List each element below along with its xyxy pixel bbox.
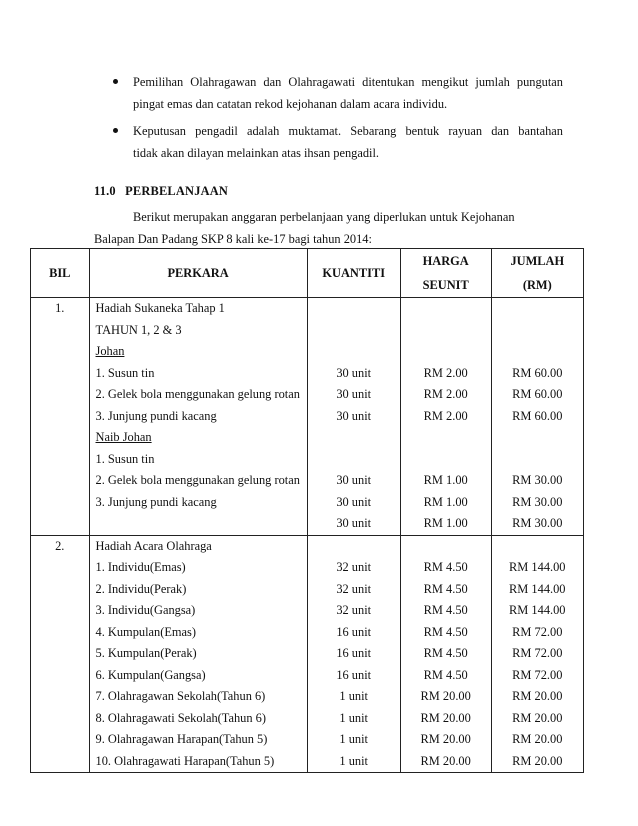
cell-bil [31,513,90,535]
cell-harga [400,320,491,342]
bullet-text-line: tidak akan dilayan melainkan atas ihsan pengadil. [133,146,380,160]
cell-harga: RM 20.00 [400,729,491,751]
cell-jumlah: RM 144.00 [491,600,583,622]
table-row [31,513,584,535]
cell-bil [31,708,90,730]
table-row [31,427,584,449]
cell-kuantiti: 16 unit [307,622,400,644]
cell-bil [31,622,90,644]
header-jumlah-line1: JUMLAH [510,254,565,268]
table-row [31,643,584,665]
cell-jumlah: RM 144.00 [491,557,583,579]
cell-bil [31,579,90,601]
cell-harga [400,427,491,449]
cell-bil [31,492,90,514]
cell-kuantiti: 32 unit [307,579,400,601]
criteria-bullet-list [113,71,563,169]
table-row [31,384,584,406]
cell-jumlah: RM 20.00 [491,751,583,773]
cell-kuantiti [307,427,400,449]
cell-harga: RM 4.50 [400,643,491,665]
header-bil: BIL [31,249,90,298]
table-row [31,535,584,557]
cell-bil [31,643,90,665]
cell-jumlah: RM 72.00 [491,665,583,687]
header-jumlah-line2: (RM) [522,278,552,292]
cell-harga [400,535,491,557]
cell-harga: RM 1.00 [400,492,491,514]
cell-perkara: 1. Susun tin [89,449,307,471]
table-row [31,686,584,708]
cell-perkara: 9. Olahragawan Harapan(Tahun 5) [89,729,307,751]
cell-bil [31,341,90,363]
cell-perkara: 2. Gelek bola menggunakan gelung rotan [89,384,307,406]
table-row [31,600,584,622]
cell-jumlah: RM 20.00 [491,686,583,708]
bullet-text-line: pingat emas dan catatan rekod kejohanan dalam acara individu. [133,97,448,111]
table-row [31,363,584,385]
table-row [31,579,584,601]
table-row [31,557,584,579]
cell-jumlah: RM 60.00 [491,384,583,406]
cell-kuantiti: 30 unit [307,513,400,535]
cell-kuantiti: 1 unit [307,708,400,730]
cell-bil [31,320,90,342]
cell-bil: 2. [31,535,90,557]
cell-bil [31,751,90,773]
cell-jumlah [491,298,583,320]
cell-jumlah: RM 30.00 [491,470,583,492]
cell-jumlah [491,341,583,363]
cell-harga: RM 2.00 [400,406,491,428]
cell-harga: RM 20.00 [400,686,491,708]
cell-kuantiti: 32 unit [307,600,400,622]
header-kuantiti: KUANTITI [307,249,400,298]
cell-jumlah [491,535,583,557]
cell-perkara: 10. Olahragawati Harapan(Tahun 5) [89,751,307,773]
cell-kuantiti: 1 unit [307,751,400,773]
section-intro-line: Berikut merupakan anggaran perbelanjaan yang diperlukan untuk Kejohanan [133,210,515,224]
cell-kuantiti: 1 unit [307,729,400,751]
cell-kuantiti: 30 unit [307,384,400,406]
cell-bil [31,384,90,406]
cell-harga: RM 20.00 [400,751,491,773]
cell-jumlah: RM 72.00 [491,622,583,644]
cell-perkara: 1. Individu(Emas) [89,557,307,579]
section-heading [94,184,228,199]
cell-harga [400,298,491,320]
cell-harga: RM 4.50 [400,600,491,622]
cell-perkara: TAHUN 1, 2 & 3 [89,320,307,342]
table-row [31,708,584,730]
cell-jumlah: RM 30.00 [491,513,583,535]
cell-kuantiti [307,535,400,557]
cell-perkara: 6. Kumpulan(Gangsa) [89,665,307,687]
cell-bil [31,665,90,687]
cell-harga: RM 1.00 [400,470,491,492]
cell-jumlah: RM 60.00 [491,363,583,385]
cell-perkara: 7. Olahragawan Sekolah(Tahun 6) [89,686,307,708]
section-intro-line: Balapan Dan Padang SKP 8 kali ke-17 bagi tahun 2014: [94,232,372,246]
cell-kuantiti [307,449,400,471]
bullet-text-line: Keputusan pengadil adalah muktamat. Sebarang bentuk rayuan dan bantahan [133,124,563,138]
cell-kuantiti: 32 unit [307,557,400,579]
cell-harga: RM 4.50 [400,579,491,601]
table-row [31,298,584,320]
budget-table [30,248,584,773]
table-row [31,320,584,342]
cell-bil: 1. [31,298,90,320]
table-row [31,492,584,514]
header-harga [400,249,491,298]
table-header-row [31,249,584,298]
section-title: PERBELANJAAN [125,184,229,198]
cell-kuantiti: 16 unit [307,665,400,687]
cell-perkara: 8. Olahragawati Sekolah(Tahun 6) [89,708,307,730]
cell-bil [31,557,90,579]
bullet-text-line: Pemilihan Olahragawan dan Olahragawati ditentukan mengikut jumlah pungutan [133,75,563,89]
table-row [31,751,584,773]
cell-kuantiti: 30 unit [307,492,400,514]
cell-perkara: Johan [89,341,307,363]
cell-perkara: 3. Junjung pundi kacang [89,492,307,514]
cell-harga: RM 2.00 [400,363,491,385]
cell-jumlah: RM 72.00 [491,643,583,665]
table-row [31,341,584,363]
table-row [31,665,584,687]
cell-jumlah: RM 144.00 [491,579,583,601]
cell-bil [31,470,90,492]
table-row [31,470,584,492]
header-harga-line2: SEUNIT [422,278,469,292]
cell-jumlah [491,320,583,342]
cell-perkara: Hadiah Acara Olahraga [89,535,307,557]
cell-harga: RM 4.50 [400,665,491,687]
cell-perkara: Naib Johan [89,427,307,449]
header-jumlah [491,249,583,298]
cell-jumlah: RM 30.00 [491,492,583,514]
cell-harga: RM 4.50 [400,557,491,579]
cell-perkara: 4. Kumpulan(Emas) [89,622,307,644]
cell-bil [31,406,90,428]
cell-perkara: 3. Individu(Gangsa) [89,600,307,622]
table-row [31,729,584,751]
cell-perkara: 1. Susun tin [89,363,307,385]
cell-harga [400,449,491,471]
bullet-dot-icon [113,79,118,84]
cell-kuantiti: 30 unit [307,470,400,492]
table-row [31,449,584,471]
cell-bil [31,449,90,471]
cell-harga: RM 1.00 [400,513,491,535]
cell-harga: RM 20.00 [400,708,491,730]
cell-kuantiti: 30 unit [307,406,400,428]
cell-kuantiti: 1 unit [307,686,400,708]
header-harga-line1: HARGA [422,254,469,268]
table-row [31,406,584,428]
table-row [31,622,584,644]
cell-bil [31,729,90,751]
cell-kuantiti [307,298,400,320]
cell-harga: RM 4.50 [400,622,491,644]
cell-harga: RM 2.00 [400,384,491,406]
cell-jumlah: RM 60.00 [491,406,583,428]
cell-perkara: 3. Junjung pundi kacang [89,406,307,428]
bullet-item [113,120,563,164]
bullet-dot-icon [113,128,118,133]
section-number: 11.0 [94,184,116,198]
cell-bil [31,427,90,449]
cell-kuantiti: 16 unit [307,643,400,665]
cell-kuantiti [307,320,400,342]
cell-perkara: Hadiah Sukaneka Tahap 1 [89,298,307,320]
cell-bil [31,686,90,708]
cell-bil [31,600,90,622]
cell-perkara [89,513,307,535]
cell-kuantiti [307,341,400,363]
cell-bil [31,363,90,385]
cell-kuantiti: 30 unit [307,363,400,385]
cell-jumlah: RM 20.00 [491,708,583,730]
cell-jumlah [491,427,583,449]
cell-jumlah [491,449,583,471]
header-perkara: PERKARA [89,249,307,298]
cell-jumlah: RM 20.00 [491,729,583,751]
cell-perkara: 2. Individu(Perak) [89,579,307,601]
cell-perkara: 5. Kumpulan(Perak) [89,643,307,665]
bullet-item [113,71,563,115]
cell-harga [400,341,491,363]
cell-perkara: 2. Gelek bola menggunakan gelung rotan [89,470,307,492]
